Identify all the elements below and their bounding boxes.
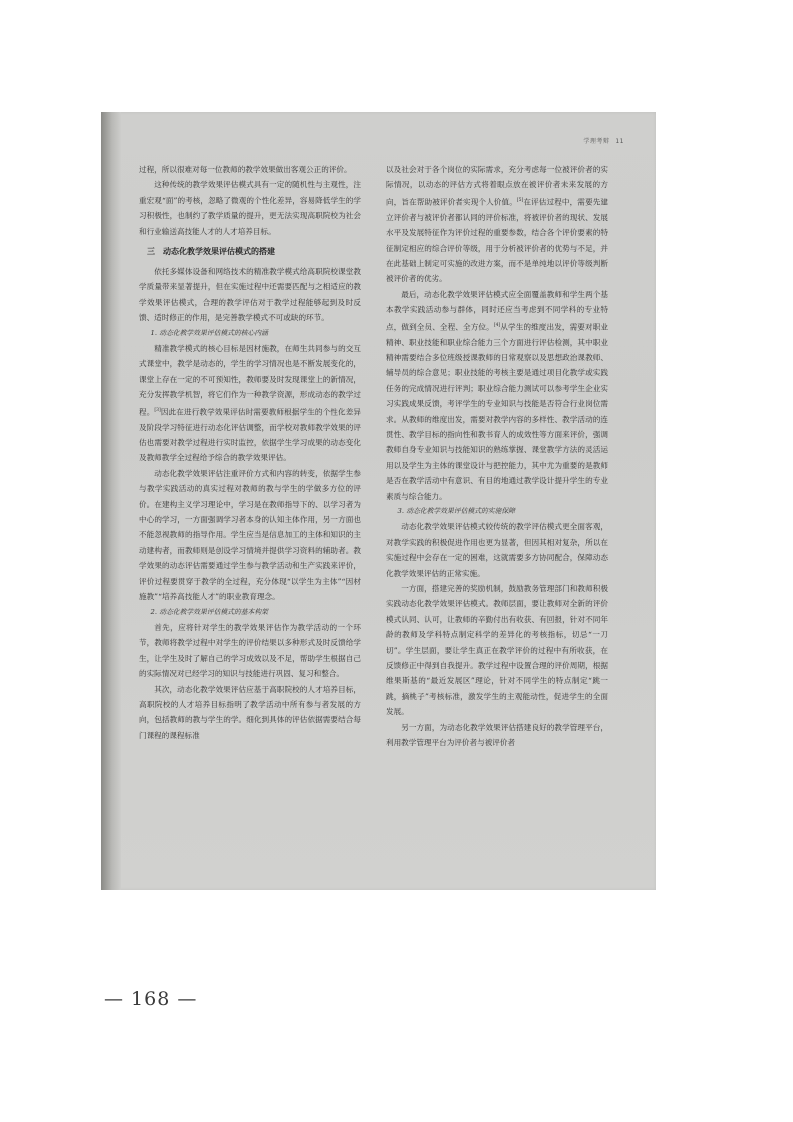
section-heading: 三 动态化教学效果评估模式的搭建 — [147, 247, 275, 257]
paragraph — [386, 162, 608, 287]
photographed-page — [101, 112, 656, 890]
paragraph: 其次，动态化教学效果评估应基于高职院校的人才培养目标，高职院校的人才培养目标指明了教学活动中所有参与者发展的方向，包括教师的教与学生的学。细化到具体的评估依据需要结合每门课程的课程标准 — [139, 684, 361, 740]
subsection-heading: 2. 动态化教学效果评估模式的基本构架 — [150, 607, 268, 616]
citation-mark: [3] — [154, 407, 161, 413]
paragraph-text: 精准教学模式的核心目标是因材施教，在师生共同参与的交互式课堂中，教学是动态的，学生的学习情况也是不断发展变化的，课堂上存在一定的不可预知性，教师要及时发现课堂上的新情况，充分发挥教学机智，将它们作为一种教学资源，形成动态的教学过程。 — [139, 344, 361, 417]
paragraph-text: 在评估过程中，需要先建立评价者与被评价者都认同的评价标准，将被评价者的现状、发展水平及发展特征作为评价过程的重要参数，结合各个评价要素的特征制定相应的综合评价等级，用于分析被评价者的优势与不足，并在此基础上制定可实施的改进方案，而不是单纯地以评价等级判断被评价者的优劣。 — [386, 197, 609, 284]
citation-mark: [5] — [516, 197, 524, 203]
paragraph-text: 以及社会对于各个岗位的实际需求，充分考虑每一位被评价者的实际情况，以动态的评估方式将着眼点放在被评价者未来发展的方向，旨在帮助被评价者实现个人价值。 — [386, 165, 608, 207]
paragraph-text: 从学生的维度出发，需要对职业精神、职业技能和职业综合能力三个方面进行评估检测，其中职业精神需要结合多位班级授课教师的日常观察以及思想政治课教师、辅导员的综合意见；职业技能的考核主要是通过项目化教学或实践任务的完成情况进行评判；职业综合能力测试可以参考学生企业实习实践成果反馈，考评学生的专业知识与技能是否符合行业岗位需求。从教师的维度出发，需要对教学内容的多样性、教学活动的连贯性、教学目标的指向性和教书育人的成效性等方面来评价，强调教师自身专业知识与技能知识的熟练掌握、课堂教学方法的灵活运用以及学生为主体的课堂设计与把控能力，其中尤为重要的是教师是否在教学活动中有意识、有目的地通过教学设计提升学生的专业素质与综合能力。 — [386, 322, 608, 501]
paragraph-text: 因此在进行教学效果评估时需要教师根据学生的个性化差异及阶段学习特征进行动态化评估调整，而学校对教师教学效果的评估也需要对教学过程进行实时监控，依据学生学习成果的动态变化及教师教学全过程给予综合的教学效果评估。 — [139, 407, 362, 463]
paragraph — [139, 341, 361, 466]
paragraph: 依托多媒体设备和网络技术的精准教学模式给高职院校课堂教学质量带来显著提升，但在实施过程中还需要匹配与之相适应的教学效果评估模式，合理的教学评估对于教学过程能够起到及时反馈、适时修正的作用，是完善教学模式不可或缺的环节。 — [139, 267, 361, 323]
paragraph: 另一方面，为动态化教学效果评估搭建良好的教学管理平台，利用教学管理平台为评价者与被评价者 — [386, 722, 608, 748]
running-header — [583, 136, 624, 145]
paragraph-text: 最后，动态化教学效果评估模式应全面覆盖教师和学生两个基本教学实践活动参与群体，同时还应当考虑到不同学科的专业特点，做到全员、全程、全方位。 — [386, 289, 608, 332]
paragraph: 过程，所以很难对每一位教师的教学效果做出客观公正的评价。 — [139, 165, 352, 174]
paragraph: 动态化教学效果评估模式较传统的教学评估模式更全面客观，对教学实践的积极促进作用也更为显著，但因其相对复杂，所以在实施过程中会存在一定的困难，这就需要多方协同配合，保障动态化教学效果评估的正常实施。 — [386, 522, 608, 578]
subsection-heading: 3. 动态化教学效果评估模式的实施保障 — [397, 507, 515, 515]
paragraph: 这种传统的教学效果评估模式具有一定的随机性与主观性，注重宏观“面”的考核，忽略了微观的个性化差异，容易降低学生的学习积极性，也制约了教学质量的提升，更无法实现高职院校为社会和行业输送高技能人才的人才培养目标。 — [139, 180, 361, 236]
subsection-heading: 1. 动态化教学效果评估模式的核心内涵 — [150, 328, 268, 337]
header-page-number: 11 — [615, 138, 624, 145]
paragraph — [386, 287, 608, 504]
citation-mark: [4] — [493, 322, 501, 328]
left-column — [139, 162, 361, 743]
page-binding-shadow — [101, 112, 121, 890]
paragraph: 首先，应将针对学生的教学效果评估作为教学活动的一个环节，教师将教学过程中对学生的评价结果以多种形式及时反馈给学生，让学生及时了解自己的学习成效以及不足，帮助学生根据自己的实际情况对已经学习的知识与技能进行巩固、复习和整合。 — [139, 622, 361, 679]
paragraph: 动态化教学效果评估注重评价方式和内容的转变，依据学生参与教学实践活动的真实过程对教师的教与学生的学做多方位的评价。在建构主义学习理论中，学习是在教师指导下的、以学习者为中心的学习，一方面强调学习者本身的认知主体作用，另一方面也不能忽视教师的指导作用。学生应当是信息加工的主体和知识的主动建构者，而教师则是创设学习情境并提供学习资料的辅助者。教学效果的动态评估需要通过学生参与教学活动和生产实践来评价，评价过程要贯穿于教学的全过程，充分体现“以学生为主体”“因材施教”“培养高技能人才”的职业教育理念。 — [139, 468, 361, 602]
page-number-footer: — 168 — — [104, 988, 198, 1010]
right-column — [386, 162, 608, 751]
paragraph: 一方面，搭建完善的奖励机制，鼓励教务管理部门和教师积极实践动态化教学效果评估模式。教师层面，要让教师对全新的评价模式认同、认可，让教师的辛勤付出有收获、有回报，针对不同年龄的教师及学科特点制定科学的差异化的考核指标，切忌“一刀切”。学生层面，要让学生真正在教学评价的过程中有所收获，在反馈修正中得到自我提升。教学过程中设置合理的评价周期，根据维果斯基的“最近发展区”理论，针对不同学生的特点制定“跳一跳，摘桃子”考核标准，激发学生的主观能动性，促进学生的全面发展。 — [386, 584, 608, 717]
header-title: 学理考辩 — [583, 138, 610, 145]
